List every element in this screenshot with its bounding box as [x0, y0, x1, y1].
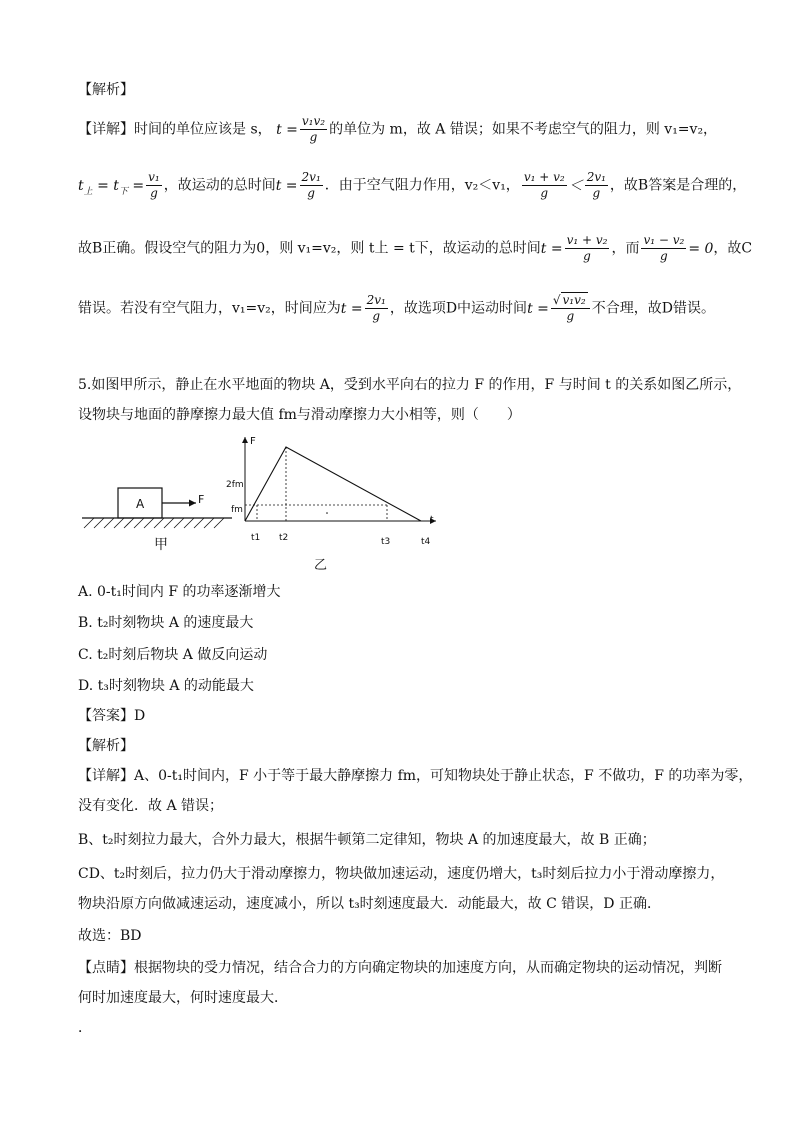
tick-t2: t2: [279, 533, 289, 543]
formula-diff-zero: $\frac{\text{v₁ − v₂}}{g}$ = 0: [643, 233, 714, 263]
formula-t-up-down: $t_上 = t_下$ = $\frac{\text{v₁}}{g}$: [78, 170, 160, 200]
left-caption: 甲: [154, 537, 168, 553]
detail-seg-11: 不合理，故D错误。: [591, 300, 715, 317]
detail-q5-line-1: 【详解】A、0-t₁时间内，F 小于等于最大静摩擦力 fm，可知物块处于静止状态，F 不做功，F 的功率为零，: [78, 768, 753, 784]
detail-seg-5: ，故B答案是合理的，: [609, 177, 747, 194]
detail-line-4: [78, 293, 715, 324]
dianjing-line-2: 何时加速度最大，何时速度最大．: [78, 990, 288, 1006]
detail-line-3: [78, 233, 752, 264]
y-axis-label: F: [250, 436, 256, 447]
tick-fm: fm: [231, 505, 243, 515]
stray-dot: [326, 512, 328, 514]
analysis-heading-2: 【解析】: [78, 738, 134, 754]
ground-hatching: [84, 518, 224, 528]
formula-sqrt: t = $\frac{\text{√ v₁v₂}}{g}$: [527, 301, 592, 317]
answer: 【答案】D: [78, 708, 146, 724]
force-label: F: [198, 493, 205, 506]
question-line-2: 设物块与地面的静摩擦力最大值 fm与滑动摩擦力大小相等，则（ ）: [78, 407, 521, 423]
option-b: B. t₂时刻物块 A 的速度最大: [78, 615, 254, 631]
detail-q5-line-6: 故选：BD: [78, 928, 142, 944]
dianjing-line-1: 【点睛】根据物块的受力情况，结合合力的方向确定物块的加速度方向，从而确定物块的运动情况，判断: [78, 960, 722, 976]
detail-seg-1: 时间的单位应该是 s，: [134, 121, 272, 138]
option-c: C. t₂时刻后物块 A 做反向运动: [78, 647, 268, 663]
question-figure: [0, 425, 794, 575]
detail-seg-6: 故B正确。假设空气的阻力为0，则 v₁=v₂，则 t上 = t下，故运动的总时间: [78, 240, 541, 257]
question-line-1: 5.如图甲所示，静止在水平地面的物块 A，受到水平向右的拉力 F 的作用，F 与时间 t 的关系如图乙所示，: [78, 377, 742, 393]
detail-q5-line-4: CD、t₂时刻后，拉力仍大于滑动摩擦力，物块做加速运动，速度仍增大，t₃时刻后拉力小于滑动摩擦力，: [78, 866, 725, 882]
detail-line-1: [78, 114, 717, 145]
trailing-dot: ．: [78, 1020, 92, 1036]
x-axis-label: t: [430, 515, 434, 525]
detail-seg-10: ，故选项D中运动时间: [389, 300, 528, 317]
formula-2v1-over-g-b: t = $\frac{\text{2v₁}}{g}$: [340, 293, 386, 323]
formula-t-sum: t = $\frac{\text{v₁ + v₂}}{g}$: [540, 233, 608, 263]
detail-q5-line-3: B、t₂时刻拉力最大，合外力最大，根据牛顿第二定律知，物块 A 的加速度最大，故 B 正确；: [78, 832, 656, 848]
detail-q5-line-2: 没有变化．故 A 错误；: [78, 798, 224, 814]
detail-seg-9: 错误。若没有空气阻力，v₁=v₂，时间应为: [78, 300, 341, 317]
detail-seg-4: ．由于空气阻力作用，v₂＜v₁，: [324, 177, 520, 194]
option-d: D. t₃时刻物块 A 的动能最大: [78, 678, 254, 694]
tick-t3: t3: [381, 537, 391, 547]
tick-t1: t1: [251, 533, 261, 543]
force-curve: [245, 447, 421, 521]
detail-seg-3: ，故运动的总时间: [163, 177, 276, 194]
right-caption: 乙: [314, 558, 328, 573]
option-a: A. 0-t₁时间内 F 的功率逐渐增大: [78, 584, 281, 600]
detail-seg-8: ，故C: [713, 240, 753, 257]
block-label: A: [136, 497, 145, 511]
detail-label: 【详解】: [78, 121, 134, 138]
analysis-heading: 【解析】: [78, 82, 134, 98]
detail-seg-2: 的单位为 m，故 A 错误；如果不考虑空气的阻力，则 v₁=v₂，: [329, 121, 718, 138]
formula-2v1-over-g: t = $\frac{\text{2v₁}}{g}$: [275, 170, 321, 200]
formula-compare: $\frac{\text{v₁ + v₂}}{g}$ ＜ $\frac{\text{2v₁}}{g}$: [523, 170, 606, 200]
tick-t4: t4: [421, 537, 431, 547]
formula-t-v1v2-over-g: t = $\frac{\text{v₁v₂}}{g}$: [276, 114, 326, 144]
tick-2fm: 2fm: [226, 480, 244, 490]
detail-seg-7: ，而: [611, 240, 640, 257]
detail-line-2: [78, 170, 746, 201]
detail-q5-line-5: 物块沿原方向做减速运动，速度减小，所以 t₃时刻速度最大．动能最大，故 C 错误，D 正确．: [78, 896, 661, 912]
